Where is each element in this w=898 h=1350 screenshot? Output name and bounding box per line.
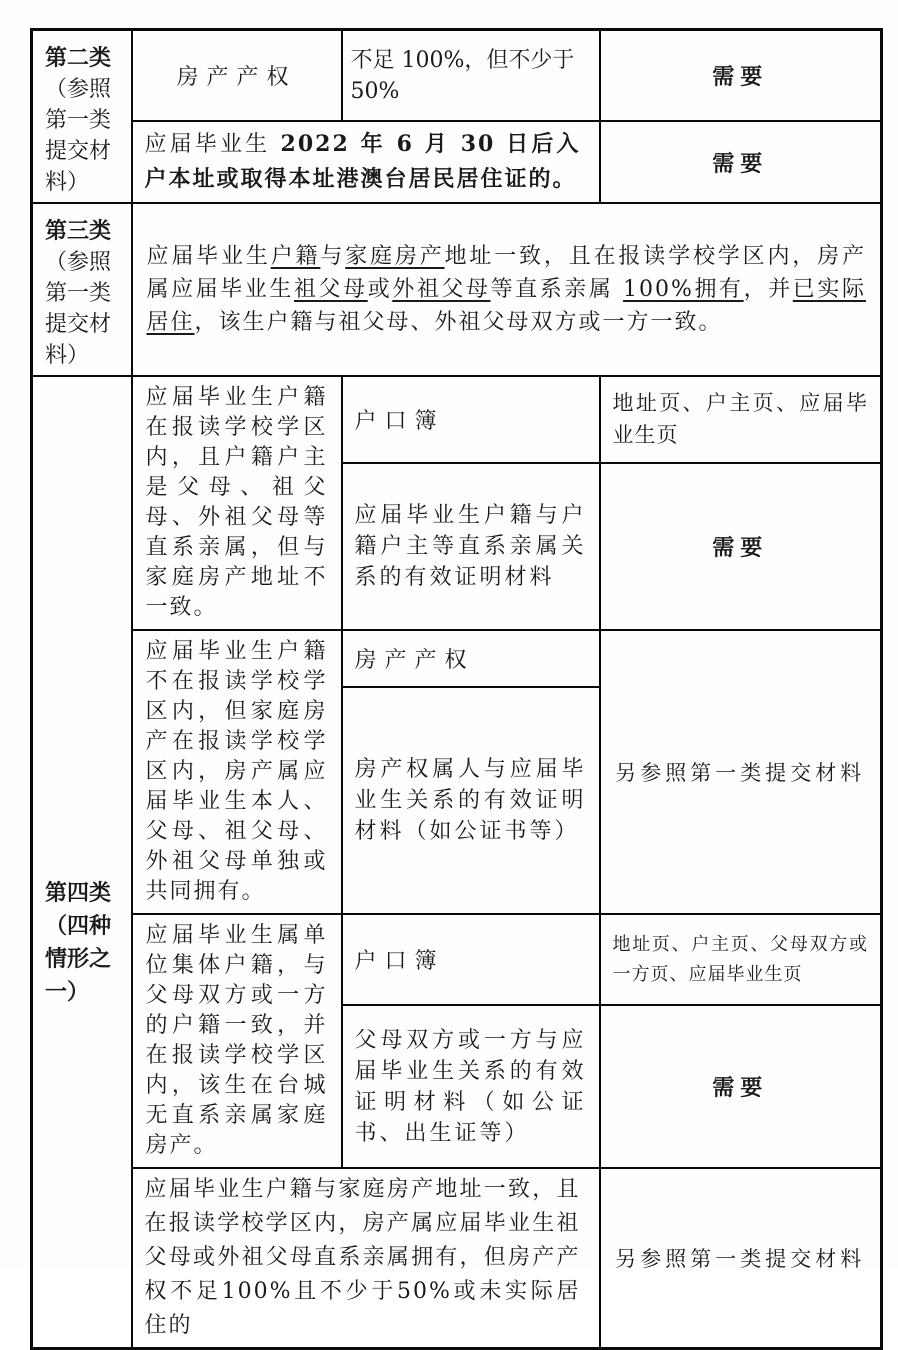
cat4-case-a-requirement1-cell: 地址页、户主页、应届毕业生页: [600, 376, 882, 463]
cat4-case-d-requirement-cell: 另参照第一类提交材料: [600, 1168, 882, 1349]
category-3-label-cell: [32, 203, 132, 376]
table-row: [32, 203, 882, 376]
cat4-case-c-requirement1-cell: 地址页、户主页、父母双方或一方页、应届毕业生页: [600, 914, 882, 1005]
cat2-row1-material-cell: 房产产权: [132, 30, 342, 122]
category-2-title: 第二类: [45, 45, 112, 71]
table-row: [32, 630, 882, 687]
cat2-row1-condition-cell: 不足 100%，但不少于 50%: [342, 30, 600, 122]
cat4-case-a-description-cell: 应届毕业生户籍在报读学校学区内，且户籍户主是父母、祖父母、外祖父母等直系亲属，但与家庭房产地址不一致。: [132, 376, 342, 630]
cat4-case-b-material1-cell: 房产产权: [342, 630, 600, 687]
table-row: [32, 914, 882, 1005]
cat4-case-b-material2-cell: 房产权属人与应届毕业生关系的有效证明材料（如公证书等）: [342, 687, 600, 914]
category-2-note: （参照第一类提交材料）: [45, 77, 112, 195]
category-4-label-cell: 第四类（四种情形之一）: [32, 376, 132, 1349]
cat2-row1-required-cell: 需要: [600, 30, 882, 122]
cat4-case-a-material2-cell: 应届毕业生户籍与户籍户主等直系亲属关系的有效证明材料: [342, 463, 600, 630]
cat4-case-c-material1-cell: 户口簿: [342, 914, 600, 1005]
cat4-case-c-description-cell: 应届毕业生属单位集体户籍，与父母双方或一方的户籍一致，并在报读学校学区内，该生在台城无直系亲属家庭房产。: [132, 914, 342, 1168]
cat4-case-b-requirement-cell: 另参照第一类提交材料: [600, 630, 882, 914]
category-3-title: 第三类: [45, 218, 112, 244]
table-row: [32, 121, 882, 203]
cat4-case-d-description-cell: 应届毕业生户籍与家庭房产地址一致，且在报读学校学区内，房产属应届毕业生祖父母或外祖父母直系亲属拥有，但房产产权不足100%且不少于50%或未实际居住的: [132, 1168, 600, 1349]
table-row: [32, 376, 882, 463]
category-2-label-cell: [32, 30, 132, 204]
cat4-case-c-material2-cell: 父母双方或一方与应届毕业生关系的有效证明材料（如公证书、出生证等）: [342, 1005, 600, 1168]
cat4-case-c-requirement2-cell: 需要: [600, 1005, 882, 1168]
category-3-note: （参照第一类提交材料）: [45, 250, 112, 368]
enrollment-materials-table: [30, 28, 883, 1350]
cat3-description-cell: 应届毕业生户籍与家庭房产地址一致，且在报读学校学区内，房产属应届毕业生祖父母或外祖父母等直系亲属 100%拥有，并已实际居住，该生户籍与祖父母、外祖父母双方或一方一致。: [132, 203, 882, 376]
cat2-row2-condition-cell: 应届毕业生 2022 年 6 月 30 日后入户本址或取得本址港澳台居民居住证的。: [132, 121, 600, 203]
cat2-row2-required-cell: 需要: [600, 121, 882, 203]
table-row: [32, 1168, 882, 1349]
cat4-case-a-requirement2-cell: 需要: [600, 463, 882, 630]
cat4-case-a-material1-cell: 户口簿: [342, 376, 600, 463]
table-row: [32, 30, 882, 122]
cat4-case-b-description-cell: 应届毕业生户籍不在报读学校学区内，但家庭房产在报读学校学区内，房产属应届毕业生本人、父母、祖父母、外祖父母单独或共同拥有。: [132, 630, 342, 914]
